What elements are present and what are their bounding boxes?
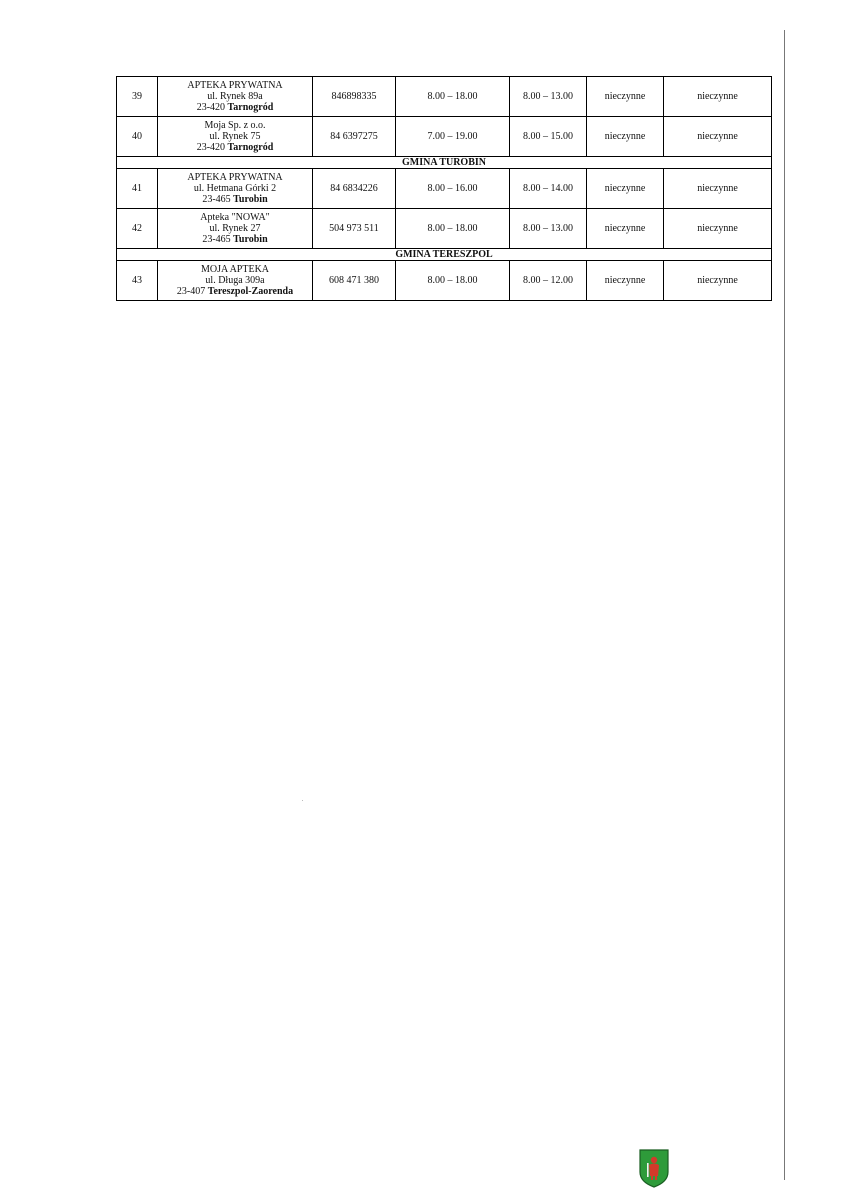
pharmacy-street: ul. Długa 309a <box>205 275 265 286</box>
table-row <box>117 169 772 209</box>
pharmacy-name: MOJA APTEKA <box>200 264 270 275</box>
pharmacy-street: ul. Rynek 89a <box>207 91 263 102</box>
pharmacy-address-cell <box>158 77 313 117</box>
weekday-hours: 8.00 – 18.00 <box>396 77 510 117</box>
weekday-hours: 7.00 – 19.00 <box>396 117 510 157</box>
saturday-hours: 8.00 – 15.00 <box>510 117 587 157</box>
pharmacy-address-cell <box>158 261 313 301</box>
holiday-hours: nieczynne <box>664 77 772 117</box>
coat-of-arms-icon <box>638 1148 670 1188</box>
saturday-hours: 8.00 – 14.00 <box>510 169 587 209</box>
row-number: 39 <box>117 77 158 117</box>
sunday-hours: nieczynne <box>587 261 664 301</box>
sunday-hours: nieczynne <box>587 77 664 117</box>
pharmacy-locality <box>160 102 310 113</box>
section-header-row <box>117 157 772 169</box>
pharmacy-postcode: 23-420 <box>196 102 226 113</box>
pharmacy-address-cell <box>158 209 313 249</box>
pharmacy-name: Apteka "NOWA" <box>200 212 270 223</box>
phone-number: 504 973 511 <box>313 209 396 249</box>
phone-number: 84 6834226 <box>313 169 396 209</box>
holiday-hours: nieczynne <box>664 169 772 209</box>
pharmacy-postcode: 23-465 <box>202 194 231 205</box>
table-row <box>117 77 772 117</box>
section-heading: GMINA TERESZPOL <box>117 249 772 261</box>
pharmacy-locality <box>160 234 310 245</box>
pharmacy-town: Tereszpol-Zaorenda <box>207 286 294 297</box>
weekday-hours: 8.00 – 18.00 <box>396 261 510 301</box>
sunday-hours: nieczynne <box>587 169 664 209</box>
table-row <box>117 209 772 249</box>
pharmacy-address-cell <box>158 117 313 157</box>
section-heading: GMINA TUROBIN <box>117 157 772 169</box>
pharmacy-postcode: 23-465 <box>202 234 231 245</box>
pharmacy-street: ul. Rynek 27 <box>209 223 261 234</box>
pharmacy-street: ul. Rynek 75 <box>209 131 261 142</box>
holiday-hours: nieczynne <box>664 117 772 157</box>
section-header-row <box>117 249 772 261</box>
sunday-hours: nieczynne <box>587 117 664 157</box>
scan-page-edge <box>784 30 785 1180</box>
pharmacy-street: ul. Hetmana Górki 2 <box>193 183 277 194</box>
pharmacy-address-cell <box>158 169 313 209</box>
holiday-hours: nieczynne <box>664 261 772 301</box>
scan-speck <box>302 800 303 801</box>
phone-number: 84 6397275 <box>313 117 396 157</box>
saturday-hours: 8.00 – 13.00 <box>510 209 587 249</box>
pharmacy-name: APTEKA PRYWATNA <box>187 172 283 183</box>
weekday-hours: 8.00 – 18.00 <box>396 209 510 249</box>
pharmacy-name: Moja Sp. z o.o. <box>204 120 266 131</box>
pharmacy-postcode: 23-420 <box>196 142 226 153</box>
row-number: 42 <box>117 209 158 249</box>
pharmacy-town: Turobin <box>233 234 268 245</box>
pharmacy-locality <box>160 194 310 205</box>
sunday-hours: nieczynne <box>587 209 664 249</box>
table-row <box>117 117 772 157</box>
phone-number: 846898335 <box>313 77 396 117</box>
pharmacy-town: Turobin <box>233 194 268 205</box>
row-number: 40 <box>117 117 158 157</box>
pharmacy-town: Tarnogród <box>227 102 274 113</box>
holiday-hours: nieczynne <box>664 209 772 249</box>
table-row <box>117 261 772 301</box>
pharmacy-locality <box>160 286 310 297</box>
pharmacy-name: APTEKA PRYWATNA <box>187 80 283 91</box>
saturday-hours: 8.00 – 13.00 <box>510 77 587 117</box>
phone-number: 608 471 380 <box>313 261 396 301</box>
pharmacy-locality <box>160 142 310 153</box>
weekday-hours: 8.00 – 16.00 <box>396 169 510 209</box>
pharmacy-table <box>116 76 772 301</box>
saturday-hours: 8.00 – 12.00 <box>510 261 587 301</box>
pharmacy-postcode: 23-407 <box>176 286 206 297</box>
row-number: 41 <box>117 169 158 209</box>
row-number: 43 <box>117 261 158 301</box>
pharmacy-town: Tarnogród <box>227 142 274 153</box>
